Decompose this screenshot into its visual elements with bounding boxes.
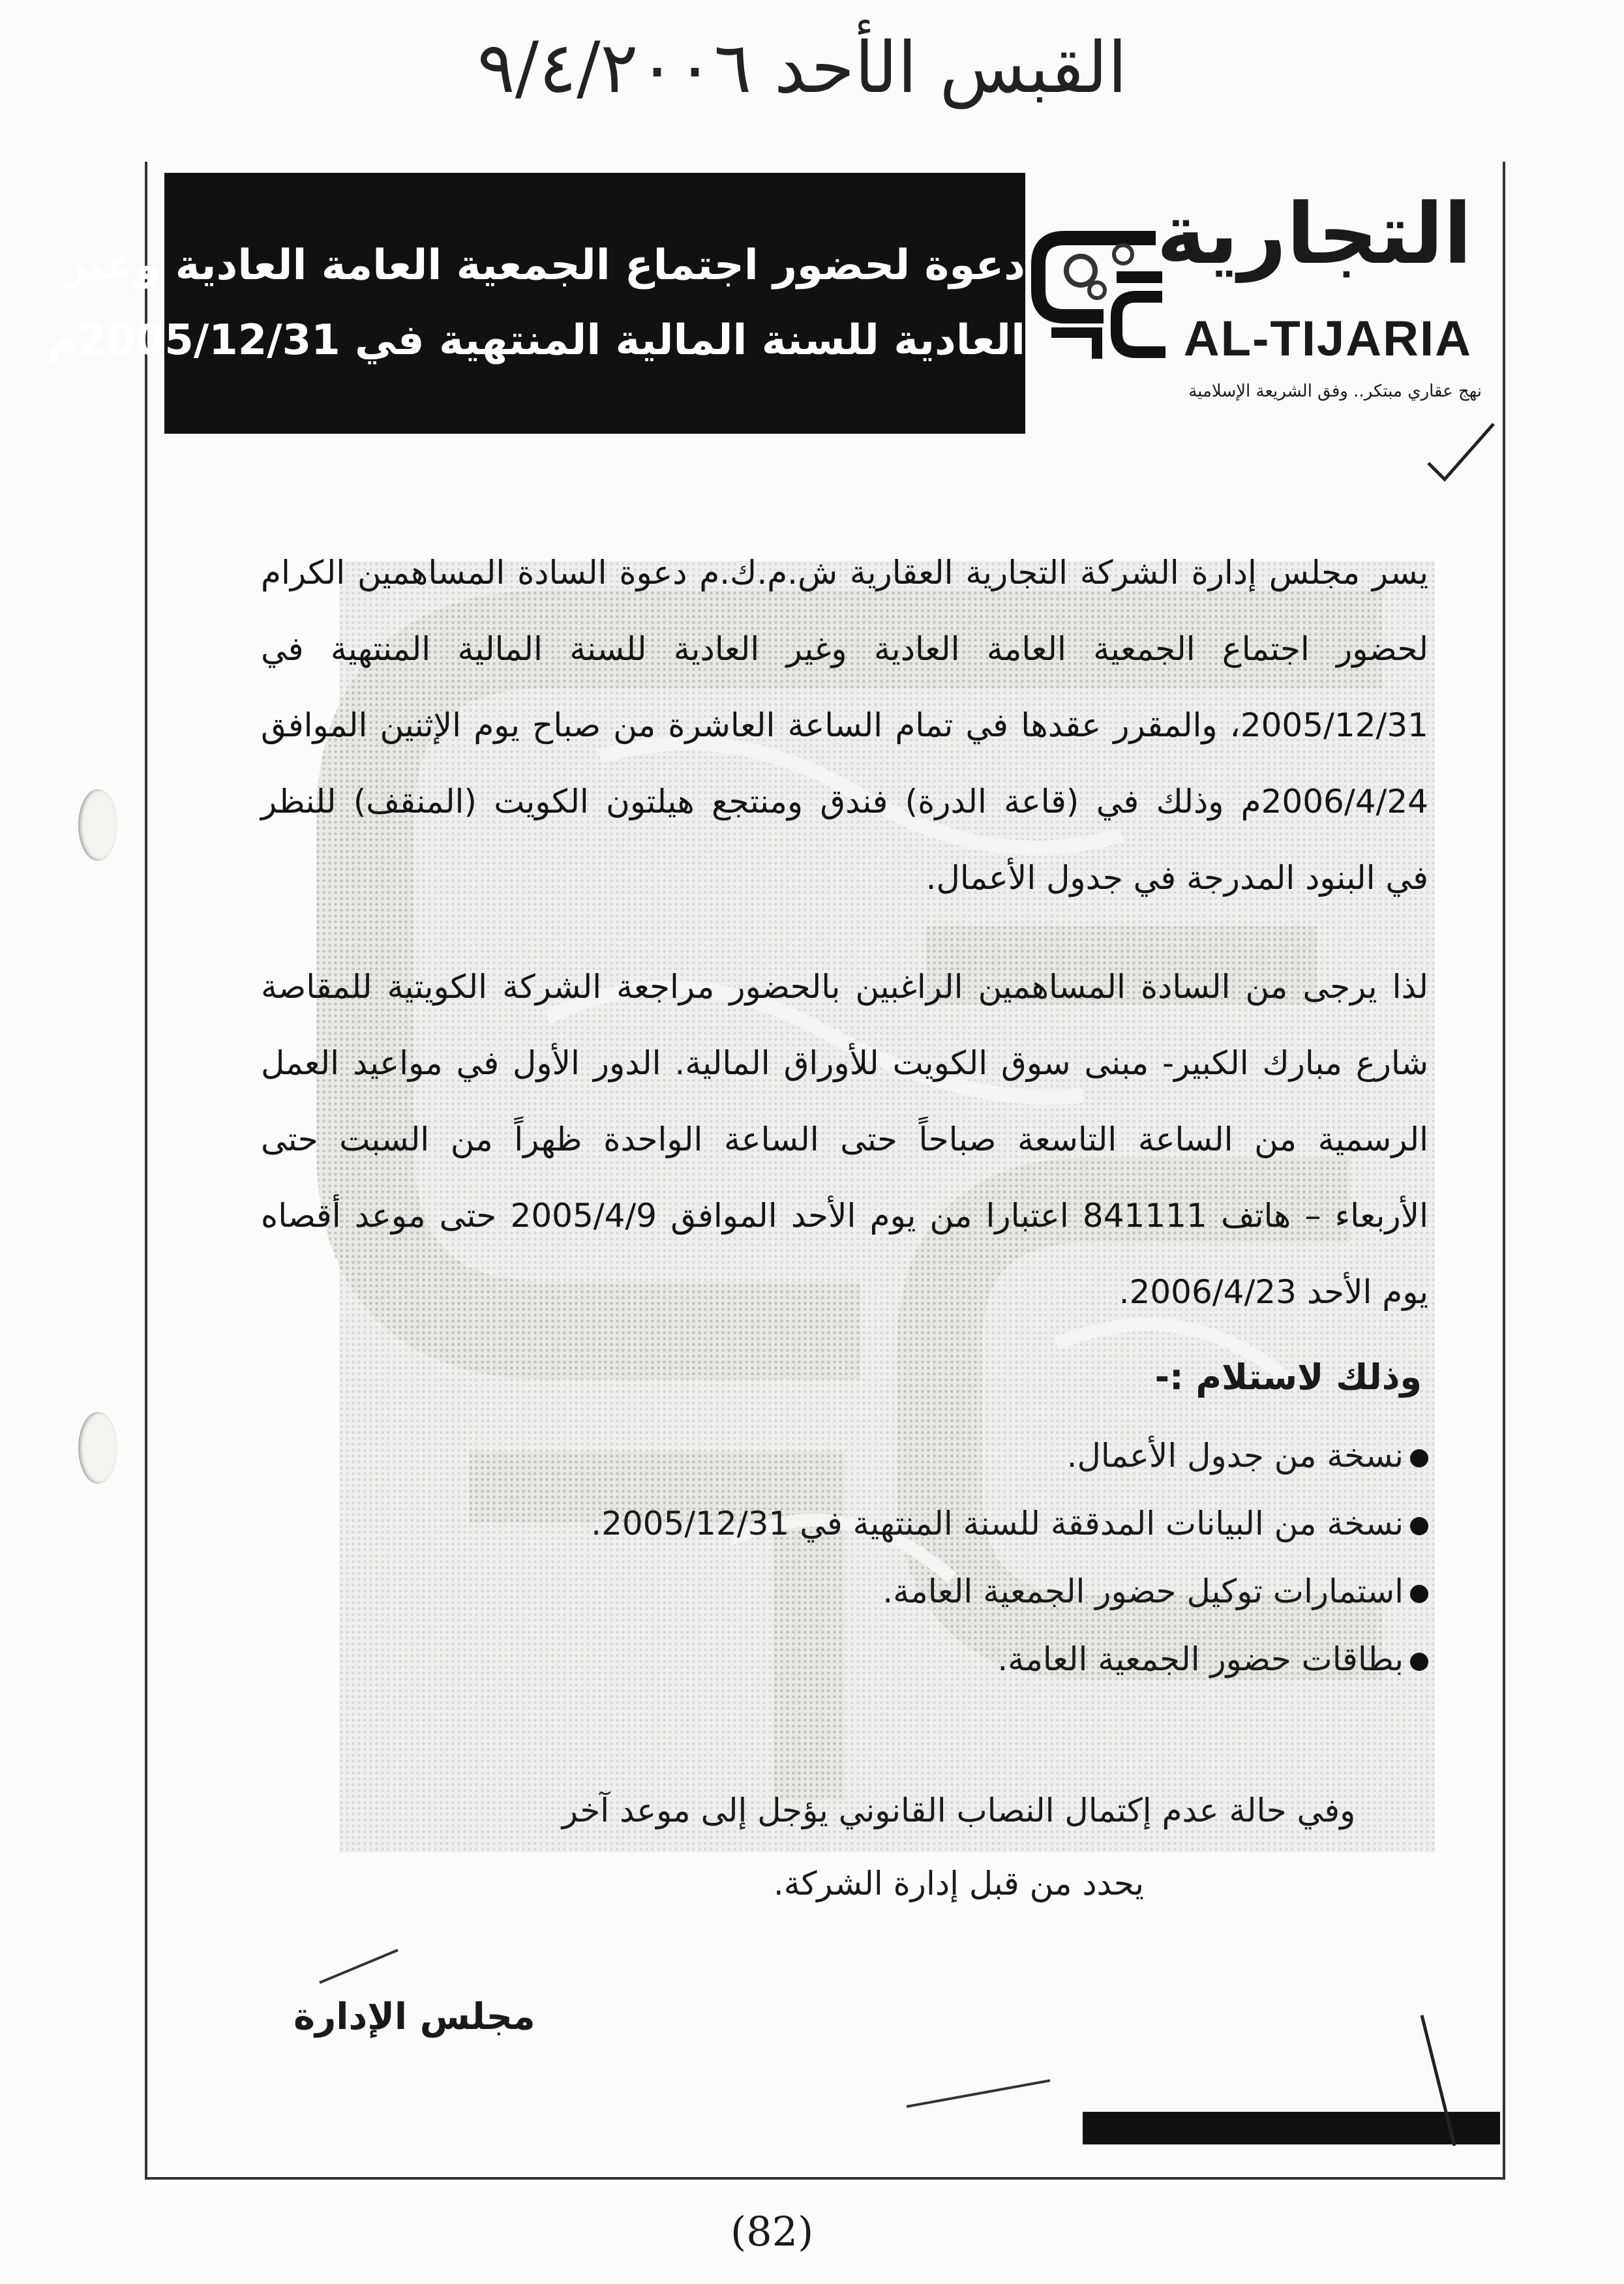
pen-dash-mark <box>900 2074 1057 2113</box>
bullet-icon <box>1410 1449 1428 1467</box>
registration-paragraph <box>261 949 1428 1330</box>
quorum-notice-line-2: يحدد من قبل إدارة الشركة. <box>773 1865 1145 1902</box>
title-line-1: دعوة لحضور اجتماع الجمعية العامة العادية وغير <box>63 241 1025 290</box>
punch-hole-upper <box>78 789 117 861</box>
page-number: (82) <box>730 2208 814 2255</box>
receipt-item-text: نسخة من جدول الأعمال. <box>1066 1437 1404 1475</box>
bullet-icon <box>1410 1517 1428 1535</box>
quorum-notice <box>535 1774 1383 1920</box>
punch-hole-lower <box>78 1412 117 1484</box>
pen-stroke-mark <box>1409 2009 1467 2152</box>
paragraph2-line-3: الرسمية من الساعة التاسعة صباحاً حتى الساعة الواحدة ظهراً من السبت حتى <box>261 1120 1428 1158</box>
receipt-item <box>591 1422 1428 1490</box>
paragraph2-line-4: الأربعاء – هاتف 841111 اعتبارا من يوم الأحد الموافق 2005/4/9 حتى موعد أقصاه <box>261 1197 1428 1235</box>
paragraph1-line-5: في البنود المدرجة في جدول الأعمال. <box>925 859 1428 897</box>
company-logo <box>1025 173 1488 434</box>
paragraph1-line-3: 2005/12/31، والمقرر عقدها في تمام الساعة العاشرة من صباح يوم الإثنين الموافق <box>261 706 1428 744</box>
receipt-heading: وذلك لاستلام :- <box>1154 1357 1422 1398</box>
title-line-2: العادية للسنة المالية المنتهية في 2005/12/31م <box>46 316 1025 365</box>
paragraph1-line-2: لحضور اجتماع الجمعية العامة العادية وغير العادية للسنة المالية المنتهية في <box>261 630 1428 668</box>
paragraph2-line-1: لذا يرجى من السادة المساهمين الراغبين بالحضور مراجعة الشركة الكويتية للمقاصة <box>261 968 1428 1006</box>
paragraph1-line-4: 2006/4/24م وذلك في (قاعة الدرة) فندق ومنتجع هيلتون الكويت (المنقف) للنظر <box>261 783 1428 820</box>
bullet-icon <box>1410 1585 1428 1603</box>
logo-arabic-name: التجارية <box>1156 186 1472 283</box>
ad-header <box>46 173 1488 434</box>
paragraph1-line-1: يسر مجلس إدارة الشركة التجارية العقارية ش.م.ك.م دعوة السادة المساهمين الكرام <box>261 554 1428 592</box>
receipt-item-text: بطاقات حضور الجمعية العامة. <box>997 1640 1404 1678</box>
bullet-icon <box>1410 1653 1428 1671</box>
title-banner <box>46 173 1025 434</box>
invitation-paragraph <box>261 535 1428 916</box>
handwritten-date-note: القبس الأحد ٩/٤/٢٠٠٦ <box>477 27 1128 109</box>
receipt-item-text: استمارات توكيل حضور الجمعية العامة. <box>882 1572 1404 1610</box>
logo-tagline: نهج عقاري مبتكر.. وفق الشريعة الإسلامية <box>1188 382 1482 401</box>
logo-latin-name: AL-TIJARIA <box>1183 311 1472 367</box>
receipt-list <box>591 1422 1428 1693</box>
receipt-item <box>591 1625 1428 1693</box>
receipt-item-text: نسخة من البيانات المدققة للسنة المنتهية في 2005/12/31. <box>591 1505 1404 1542</box>
pen-checkmark-icon <box>1422 417 1500 489</box>
quorum-notice-line-1: وفي حالة عدم إكتمال النصاب القانوني يؤجل إلى موعد آخر <box>562 1792 1356 1829</box>
board-signature: مجلس الإدارة <box>293 1996 535 2038</box>
paragraph2-line-2: شارع مبارك الكبير- مبنى سوق الكويت للأوراق المالية. الدور الأول في مواعيد العمل <box>261 1044 1428 1082</box>
receipt-item <box>591 1490 1428 1557</box>
paragraph2-line-5: يوم الأحد 2006/4/23. <box>1119 1273 1428 1311</box>
receipt-item <box>591 1557 1428 1625</box>
pen-underline-mark <box>313 1944 404 1989</box>
